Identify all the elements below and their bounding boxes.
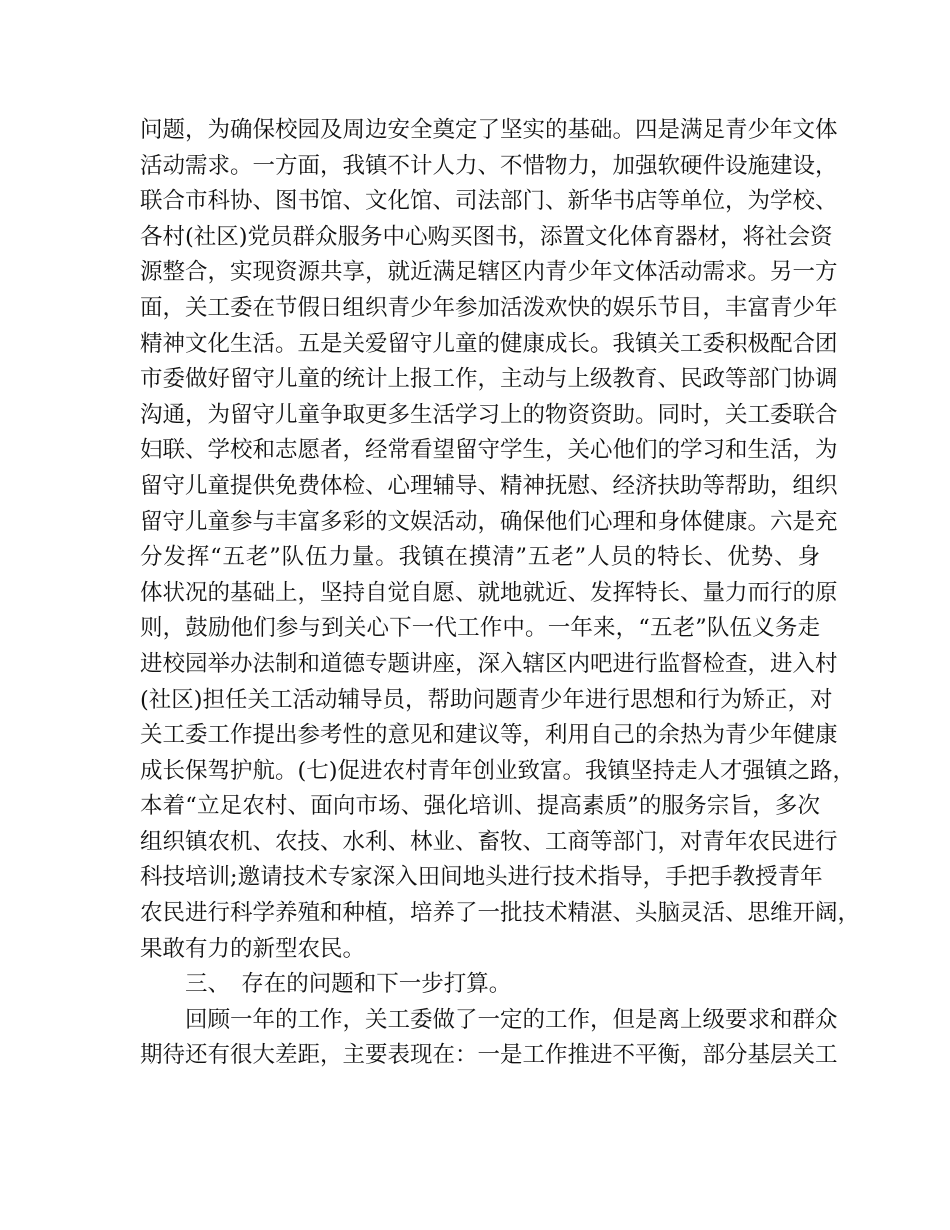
text-line: 问题，为确保校园及周边安全奠定了坚实的基础。四是满足青少年文体 (140, 117, 838, 143)
text-line: 源整合，实现资源共享，就近满足辖区内青少年文体活动需求。另一方 (140, 259, 838, 286)
text-line: 留守儿童参与丰富多彩的文娱活动，确保他们心理和身体健康。六是充 (140, 508, 838, 535)
text-line: 回顾一年的工作，关工委做了一定的工作，但是离上级要求和群众 (140, 1006, 838, 1033)
text-line: 沟通，为留守儿童争取更多生活学习上的物资资助。同时，关工委联合 (140, 401, 838, 428)
text-line: 面，关工委在节假日组织青少年参加活泼欢快的娱乐节目，丰富青少年 (140, 294, 838, 321)
text-line: 科技培训;邀请技术专家深入田间地头进行技术指导，手把手教授青年 (140, 864, 823, 891)
text-line: 联合市科协、图书馆、文化馆、司法部门、新华书店等单位，为学校、 (140, 188, 838, 215)
text-line: 分发挥“五老”队伍力量。我镇在摸清”五老”人员的特长、优势、身 (140, 544, 820, 571)
text-line: 本着“立足农村、面向市场、强化培训、提高素质”的服务宗旨，多次 (140, 793, 820, 820)
text-line: 则，鼓励他们参与到关心下一代工作中。一年来，“五老”队伍义务走 (140, 615, 820, 642)
text-line: 关工委工作提出参考性的意见和建议等，利用自己的余热为青少年健康 (140, 722, 838, 749)
text-line: 市委做好留守儿童的统计上报工作，主动与上级教育、民政等部门协调 (140, 366, 838, 393)
text-line: 妇联、学校和志愿者，经常看望留守学生，关心他们的学习和生活，为 (140, 437, 838, 464)
section-heading: 三、 存在的问题和下一步打算。 (140, 971, 512, 998)
text-line: 活动需求。一方面，我镇不计人力、不惜物力，加强软硬件设施建设， (140, 152, 838, 179)
text-line: 体状况的基础上，坚持自觉自愿、就地就近、发挥特长、量力而行的原 (140, 579, 838, 606)
text-line: 成长保驾护航。(七)促进农村青年创业致富。我镇坚持走人才强镇之路， (140, 757, 856, 784)
text-line: 农民进行科学养殖和种植，培养了一批技术精湛、头脑灵活、思维开阔， (140, 900, 861, 927)
text-line: 各村(社区)党员群众服务中心购买图书，添置文化体育器材，将社会资 (140, 223, 833, 250)
text-line: 组织镇农机、农技、水利、林业、畜牧、工商等部门，对青年农民进行 (140, 828, 838, 855)
text-line: 留守儿童提供免费体检、心理辅导、精神抚慰、经济扶助等帮助，组织 (140, 472, 838, 499)
document-body (140, 113, 861, 1074)
text-line: 进校园举办法制和道德专题讲座，深入辖区内吧进行监督检查，进入村 (140, 650, 838, 677)
text-line: 精神文化生活。五是关爱留守儿童的健康成长。我镇关工委积极配合团 (140, 330, 838, 357)
text-line: 果敢有力的新型农民。 (140, 935, 366, 962)
text-line: (社区)担任关工活动辅导员，帮助问题青少年进行思想和行为矫正，对 (140, 686, 833, 713)
text-line: 期待还有很大差距，主要表现在：一是工作推进不平衡，部分基层关工 (140, 1042, 838, 1069)
